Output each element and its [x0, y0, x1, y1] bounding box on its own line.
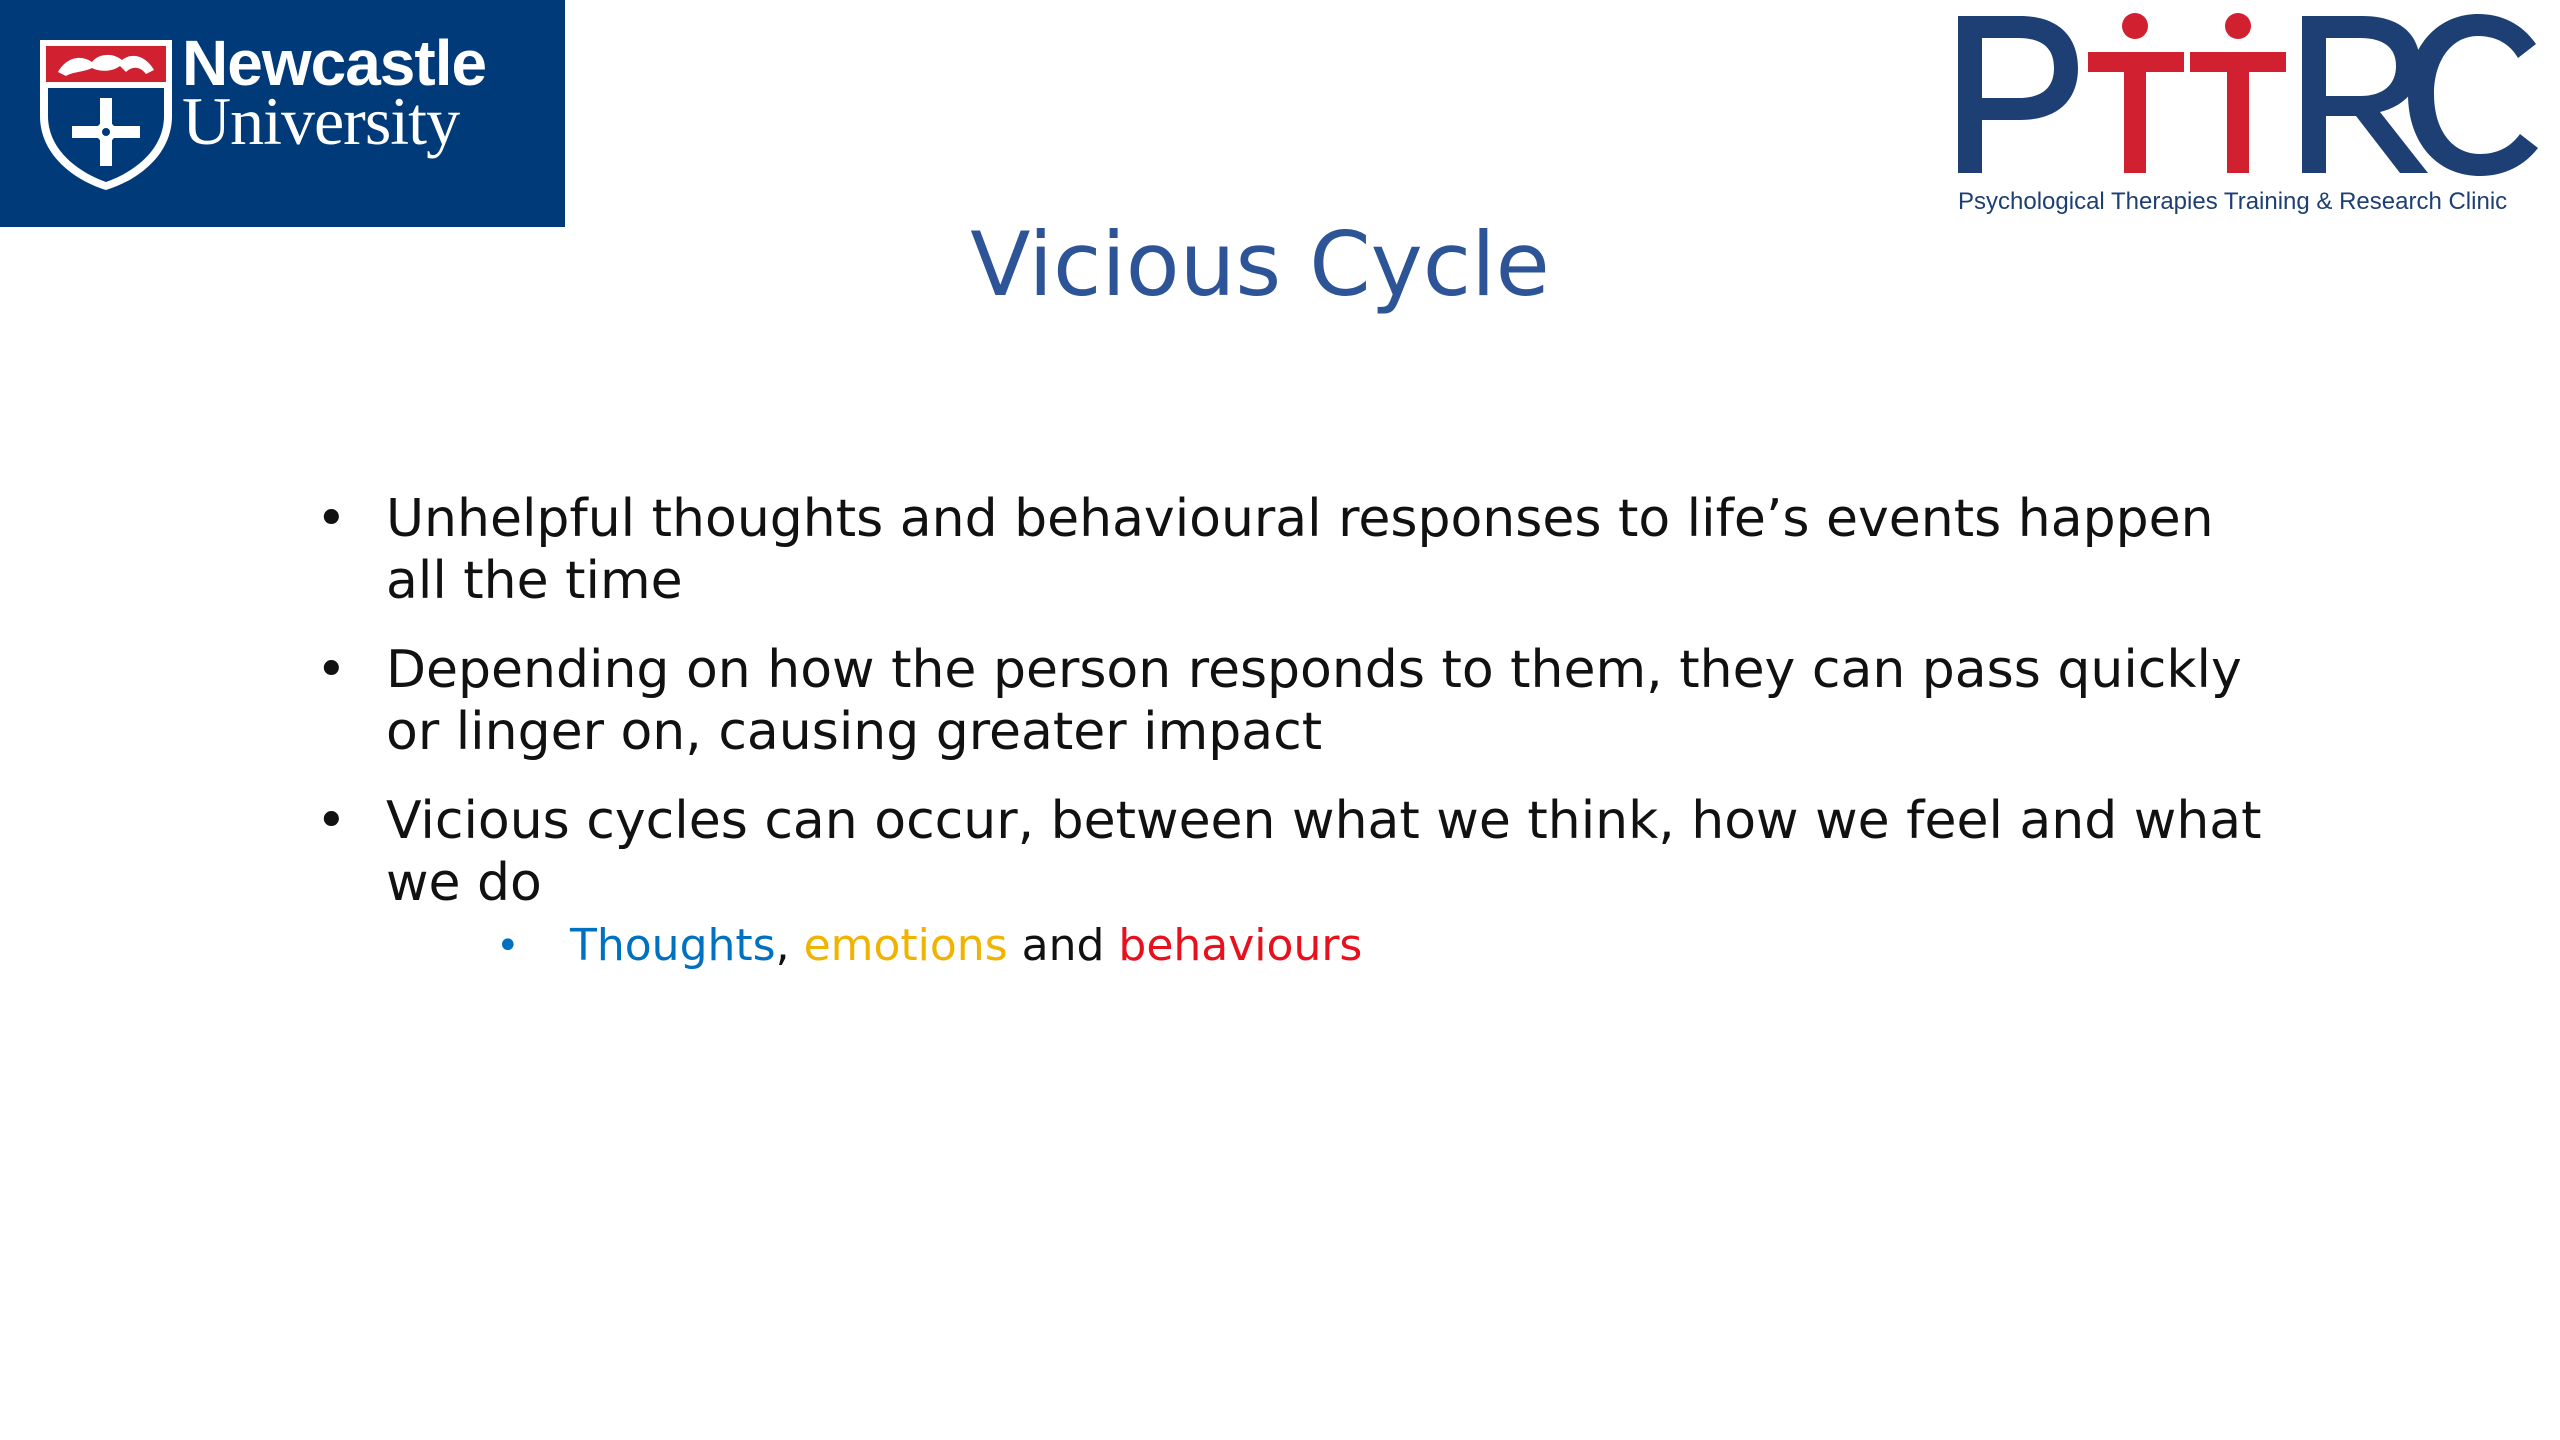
logo-university-text: University [182, 83, 460, 159]
sub-bullet-list [386, 916, 2280, 976]
word-emotions: emotions [803, 920, 1008, 971]
slide-title: Vicious Cycle [970, 213, 1550, 316]
newcastle-university-logo [0, 0, 565, 227]
bullet-glyph: • [316, 640, 347, 700]
word-and: and [1021, 920, 1105, 971]
bullet-text: Vicious cycles can occur, between what we think, how we feel and what we do [386, 791, 2262, 913]
university-shield-icon [36, 36, 176, 192]
logo-newcastle-text: Newcastle [182, 27, 487, 99]
bullet-text: Unhelpful thoughts and behavioural responses to life’s events happen all the time [386, 489, 2214, 611]
bullet-item [300, 488, 2280, 612]
pttrc-tagline: Psychological Therapies Training & Research Clinic [1958, 188, 2508, 215]
bullet-glyph: • [316, 489, 347, 549]
bullet-item [300, 790, 2280, 976]
word-behaviours: behaviours [1118, 920, 1363, 971]
bullet-glyph: • [316, 791, 347, 851]
word-comma: , [775, 920, 790, 971]
bullet-text: Depending on how the person responds to them, they can pass quickly or linger on, causing greater impact [386, 640, 2242, 762]
word-thoughts: Thoughts [570, 920, 776, 971]
sub-bullet-glyph: • [496, 923, 520, 969]
bullet-item [300, 639, 2280, 763]
sub-bullet-item [386, 916, 2280, 976]
sub-bullet-text [570, 916, 1362, 976]
bullet-list [300, 488, 2280, 1003]
